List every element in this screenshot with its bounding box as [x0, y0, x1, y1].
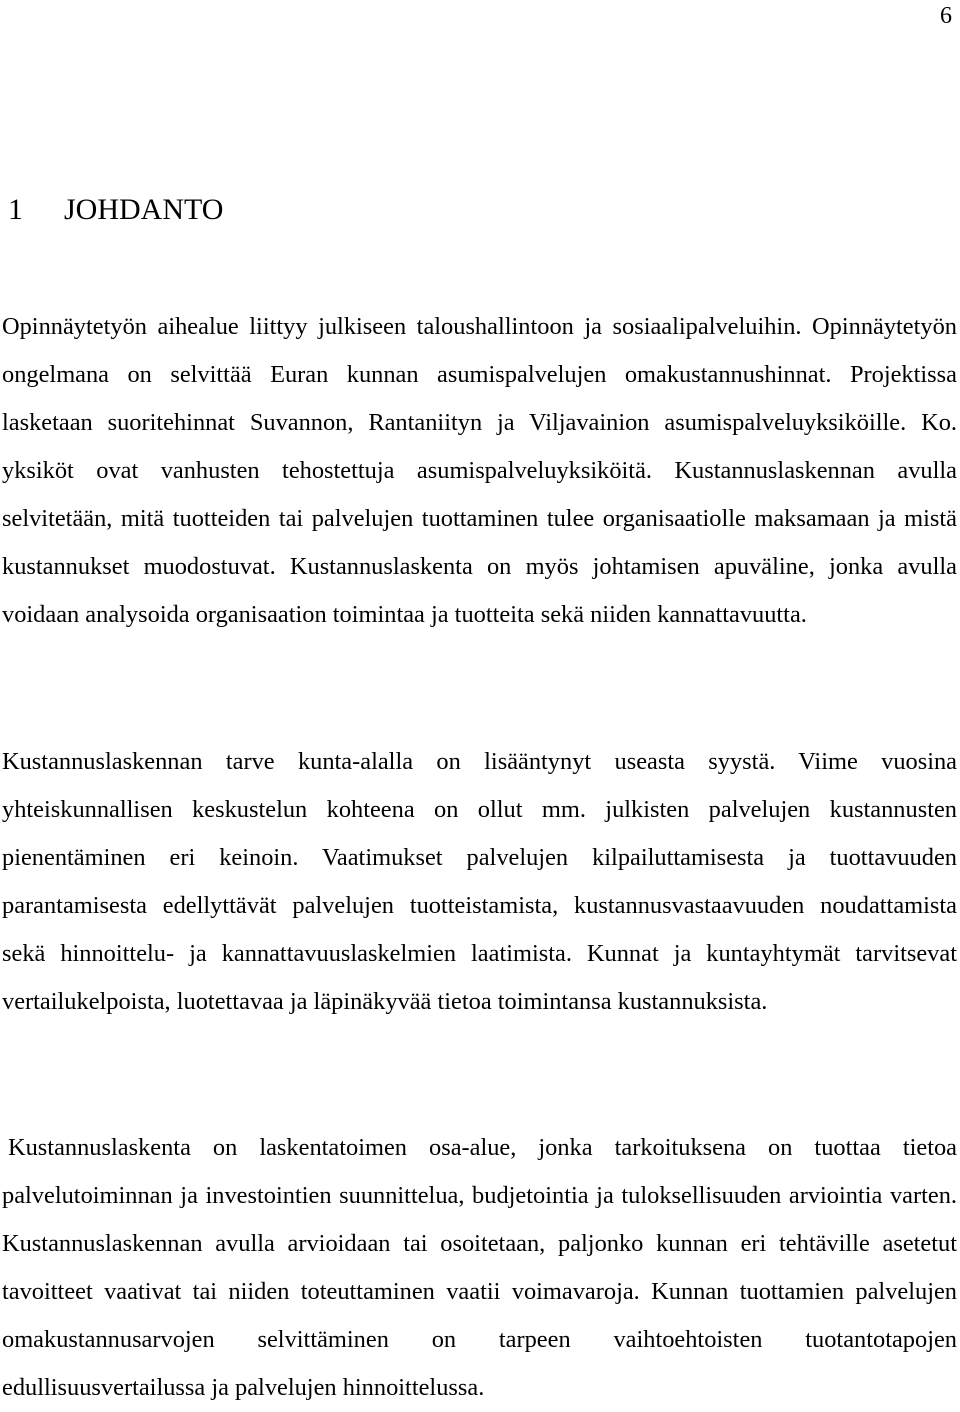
chapter-number: 1 — [8, 193, 23, 226]
paragraph-cost-accounting-need: Kustannuslaskennan tarve kunta-alalla on lisääntynyt useasta syystä. Viime vuosina yhteiskunnallisen keskustelun kohteena on ollut mm. julkisten palvelujen kustannusten pienentäminen eri keinoin. Vaatimukset palvelujen kilpailuttamisesta ja tuottavuuden parantamisesta edellyttävät palvelujen tuotteistamista, kustannusvastaavuuden noudattamista sekä hinnoittelu- ja kannattavuuslaskelmien laatimista. Kunnat ja kuntayhtymät tarvitsevat vertailukelpoista, luotettavaa ja läpinäkyvää tietoa toimintansa kustannuksista. — [2, 748, 957, 1015]
page-number: 6 — [940, 3, 952, 29]
paragraph-cost-accounting-definition: Kustannuslaskenta on laskentatoimen osa-alue, jonka tarkoituksena on tuottaa tietoa palvelutoiminnan ja investointien suunnittelua, budjetointia ja tuloksellisuuden arviointia varten. Kustannuslaskennan avulla arvioidaan tai osoitetaan, paljonko kunnan eri tehtäville asetetut tavoitteet vaativat tai niiden toteuttaminen vaatii voimavaroja. Kunnan tuottamien palvelujen omakustannusarvojen selvittäminen on tarpeen vaihtoehtoisten tuotantotapojen edullisuusvertailussa ja palvelujen hinnoittelussa. — [2, 1134, 957, 1401]
paragraph-intro: Opinnäytetyön aihealue liittyy julkiseen taloushallintoon ja sosiaalipalveluihin. Opinnäytetyön ongelmana on selvittää Euran kunnan asumispalvelujen omakustannushinnat. Projektissa lasketaan suoritehinnat Suvannon, Rantaniityn ja Viljavainion asumispalveluyksiköille. Ko. yksiköt ovat vanhusten tehostettuja asumispalveluyksiköitä. Kustannuslaskennan avulla selvitetään, mitä tuotteiden tai palvelujen tuottaminen tulee organisaatiolle maksamaan ja mistä kustannukset muodostuvat. Kustannuslaskenta on myös johtamisen apuväline, jonka avulla voidaan analysoida organisaation toimintaa ja tuotteita sekä niiden kannattavuutta. — [2, 313, 957, 628]
chapter-title: JOHDANTO — [64, 193, 224, 226]
chapter-heading — [8, 192, 223, 228]
